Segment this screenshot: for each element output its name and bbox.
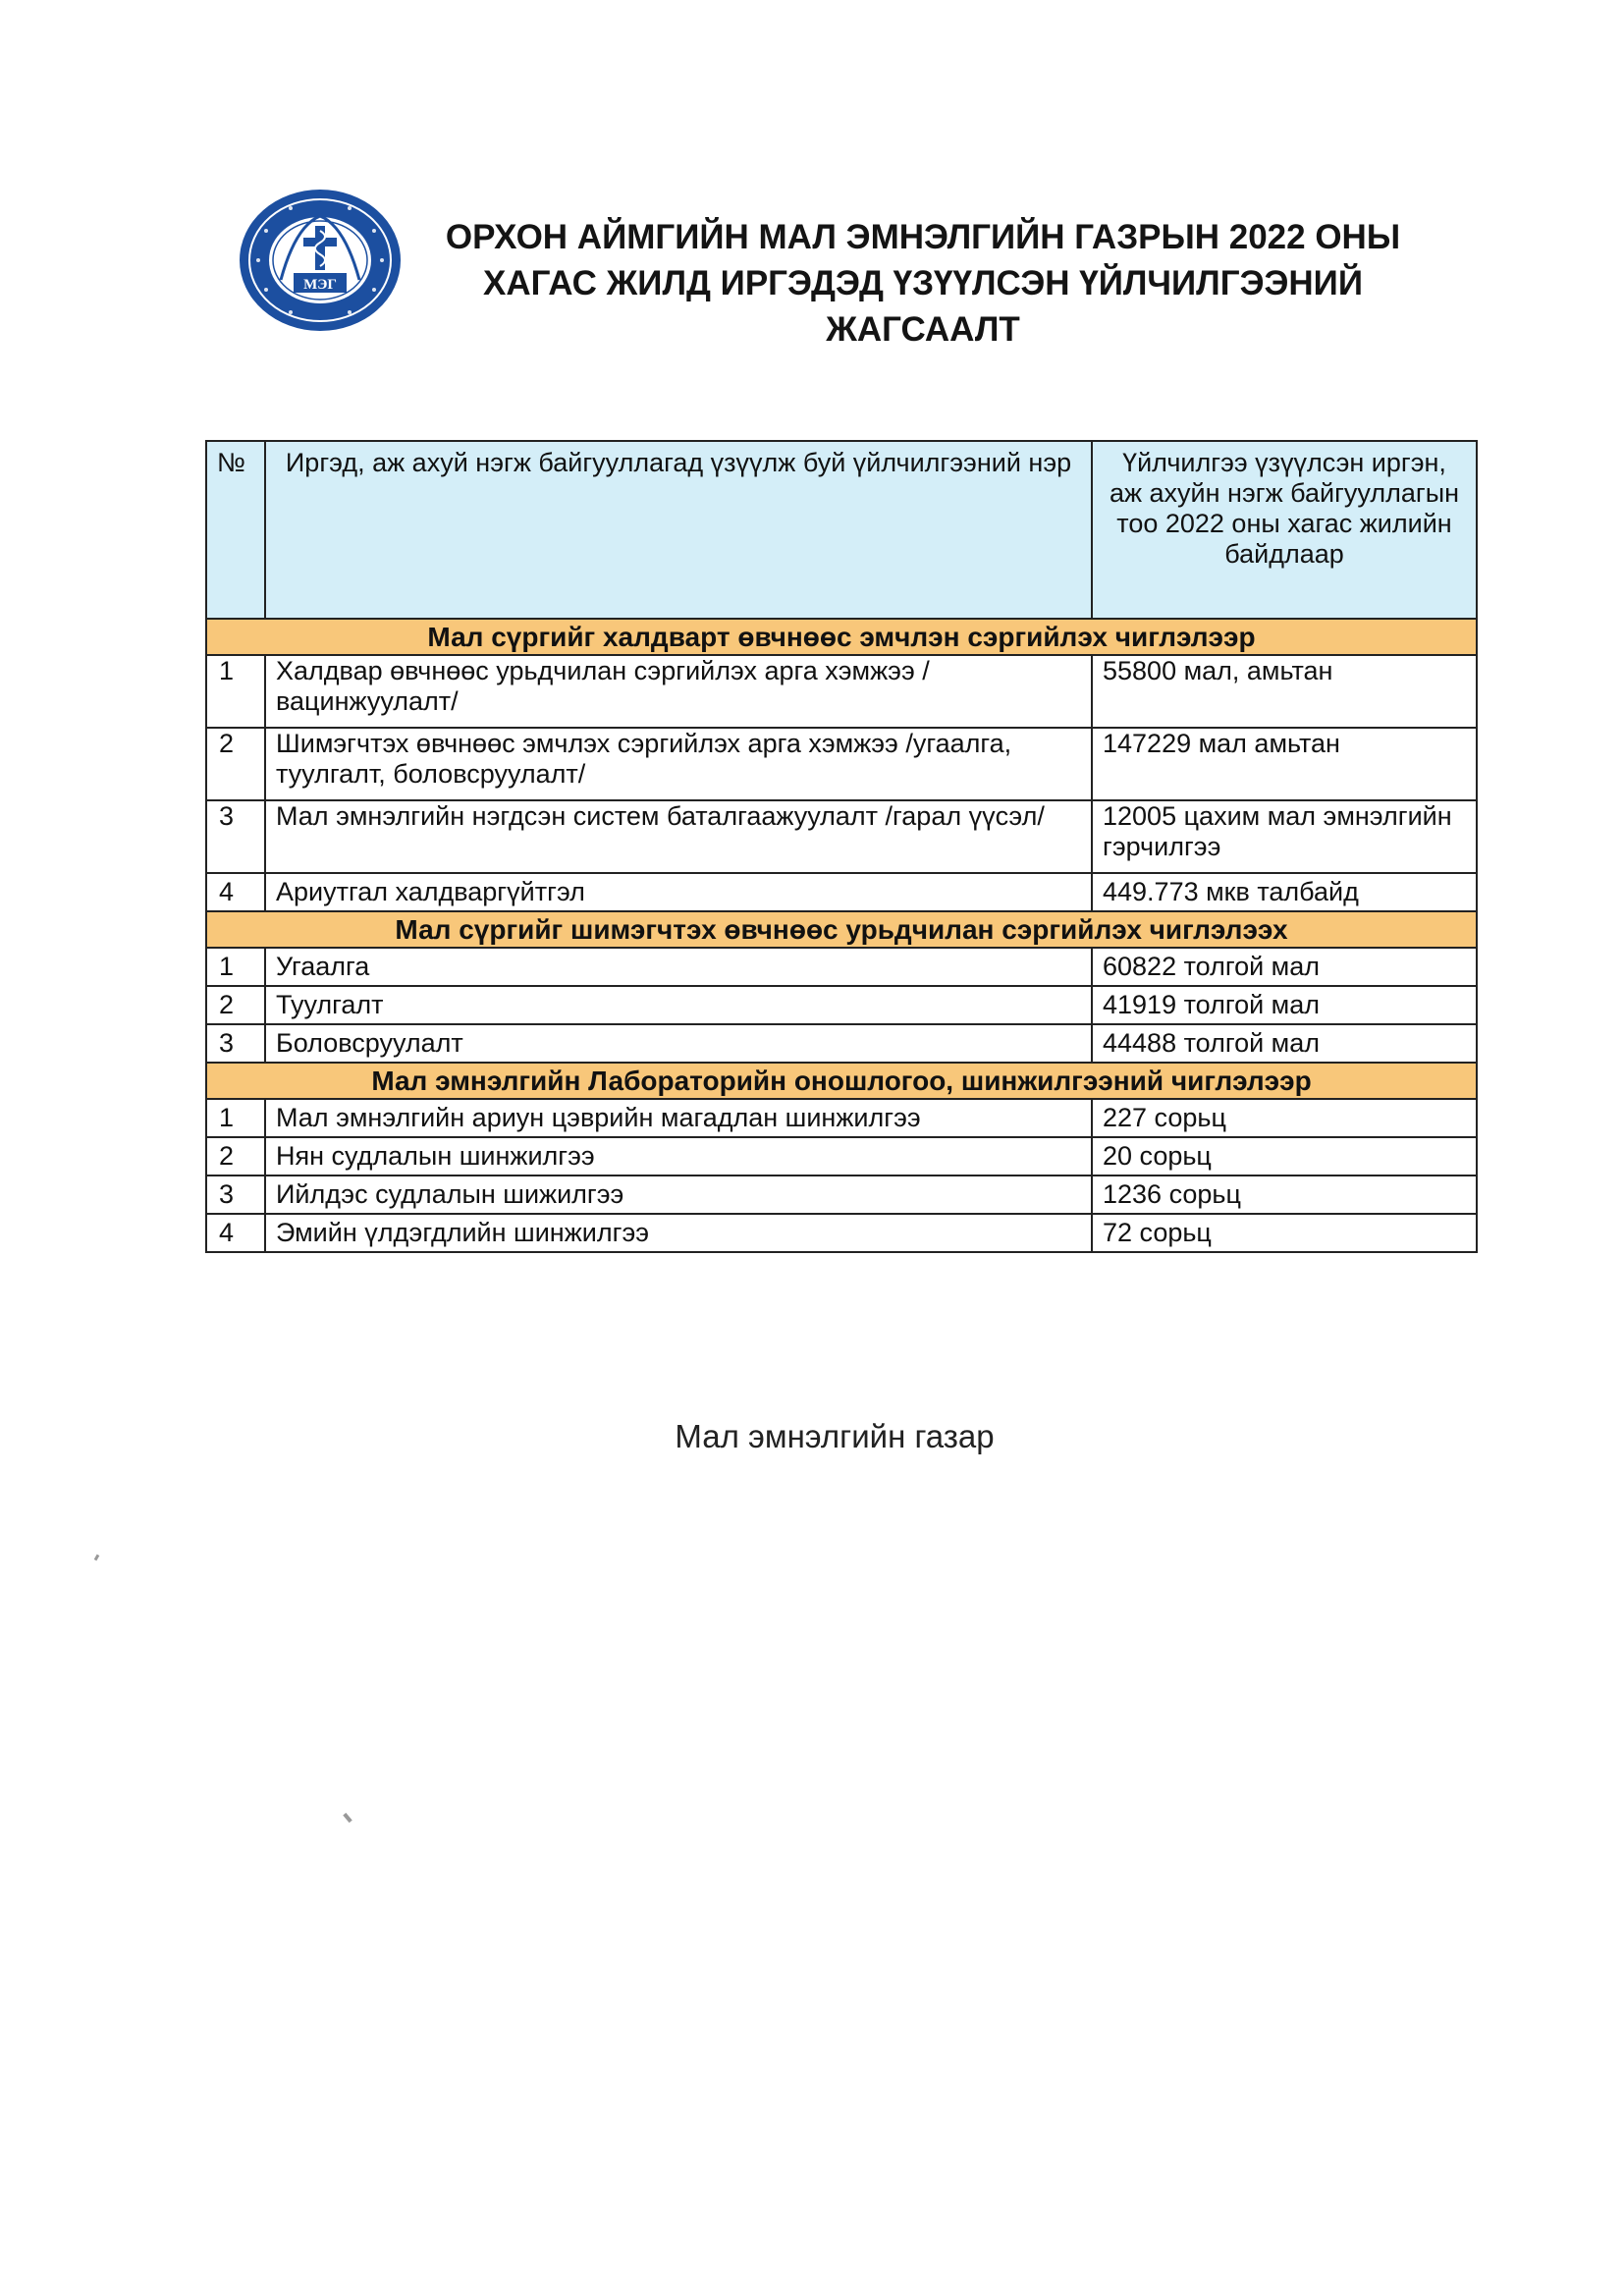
section-row (206, 911, 1477, 948)
header-service-count: Үйлчилгээ үзүүлсэн иргэн, аж ахуйн нэгж байгууллагын тоо 2022 оны хагас жилийн байдлаар (1092, 441, 1477, 619)
title-line: ХАГАС ЖИЛД ИРГЭДЭД ҮЗҮҮЛСЭН ҮЙЛЧИЛГЭЭНИЙ (483, 264, 1363, 302)
row-number: 1 (206, 1099, 265, 1137)
row-count: 12005 цахим мал эмнэлгийн гэрчилгээ (1092, 800, 1477, 873)
row-count: 147229 мал амьтан (1092, 728, 1477, 800)
row-count: 20 сорьц (1092, 1137, 1477, 1175)
document-title (412, 214, 1434, 353)
logo-abbr: МЭГ (303, 277, 337, 293)
title-line: ОРХОН АЙМГИЙН МАЛ ЭМНЭЛГИЙН ГАЗРЫН 2022 ОНЫ (445, 218, 1401, 256)
scan-speck (343, 1813, 352, 1823)
row-count: 60822 толгой мал (1092, 948, 1477, 986)
row-number: 4 (206, 873, 265, 911)
table-row (206, 1137, 1477, 1175)
table-row (206, 873, 1477, 911)
row-count: 227 сорьц (1092, 1099, 1477, 1137)
table-row (206, 655, 1477, 728)
section-row (206, 1063, 1477, 1099)
row-service: Нян судлалын шинжилгээ (265, 1137, 1092, 1175)
section-title: Мал сүргийг шимэгчтэх өвчнөөс урьдчилан сэргийлэх чиглэлээх (206, 911, 1477, 948)
row-number: 1 (206, 948, 265, 986)
row-count: 1236 сорьц (1092, 1175, 1477, 1214)
row-number: 2 (206, 1137, 265, 1175)
footer-organization: Мал эмнэлгийн газар (675, 1418, 995, 1454)
table-header-row (206, 441, 1477, 619)
table-row (206, 1099, 1477, 1137)
row-service: Ариутгал халдваргүйтгэл (265, 873, 1092, 911)
row-service: Эмийн үлдэгдлийн шинжилгээ (265, 1214, 1092, 1252)
row-number: 3 (206, 1175, 265, 1214)
row-count: 44488 толгой мал (1092, 1024, 1477, 1063)
table-row (206, 1024, 1477, 1063)
header-number: № (206, 441, 265, 619)
organization-logo (237, 187, 404, 334)
services-table (205, 440, 1478, 1253)
row-service: Шимэгчтэх өвчнөөс эмчлэх сэргийлэх арга хэмжээ /угаалга, туулгалт, боловсруулалт/ (265, 728, 1092, 800)
section-row (206, 619, 1477, 655)
row-number: 2 (206, 986, 265, 1024)
row-number: 3 (206, 800, 265, 873)
table-row (206, 1214, 1477, 1252)
row-count: 449.773 мкв талбайд (1092, 873, 1477, 911)
header-service-name: Иргэд, аж ахуй нэгж байгууллагад үзүүлж буй үйлчилгээний нэр (265, 441, 1092, 619)
row-service: Мал эмнэлгийн нэгдсэн систем баталгаажуулалт /гарал үүсэл/ (265, 800, 1092, 873)
row-number: 2 (206, 728, 265, 800)
section-title: Мал сүргийг халдварт өвчнөөс эмчлэн сэргийлэх чиглэлээр (206, 619, 1477, 655)
table-row (206, 986, 1477, 1024)
row-number: 4 (206, 1214, 265, 1252)
row-service: Туулгалт (265, 986, 1092, 1024)
title-line: ЖАГСААЛТ (826, 310, 1020, 349)
emblem-icon (237, 187, 404, 334)
row-service: Мал эмнэлгийн ариун цэврийн магадлан шинжилгээ (265, 1099, 1092, 1137)
row-service: Боловсруулалт (265, 1024, 1092, 1063)
row-service: Угаалга (265, 948, 1092, 986)
row-count: 41919 толгой мал (1092, 986, 1477, 1024)
row-count: 55800 мал, амьтан (1092, 655, 1477, 728)
table-row (206, 948, 1477, 986)
row-service: Халдвар өвчнөөс урьдчилан сэргийлэх арга хэмжээ /вацинжуулалт/ (265, 655, 1092, 728)
table-row (206, 800, 1477, 873)
row-service: Ийлдэс судлалын шижилгээ (265, 1175, 1092, 1214)
scan-speck (94, 1555, 100, 1561)
row-number: 1 (206, 655, 265, 728)
row-count: 72 сорьц (1092, 1214, 1477, 1252)
row-number: 3 (206, 1024, 265, 1063)
table-row (206, 1175, 1477, 1214)
table-row (206, 728, 1477, 800)
section-title: Мал эмнэлгийн Лабораторийн оношлогоо, шинжилгээний чиглэлээр (206, 1063, 1477, 1099)
